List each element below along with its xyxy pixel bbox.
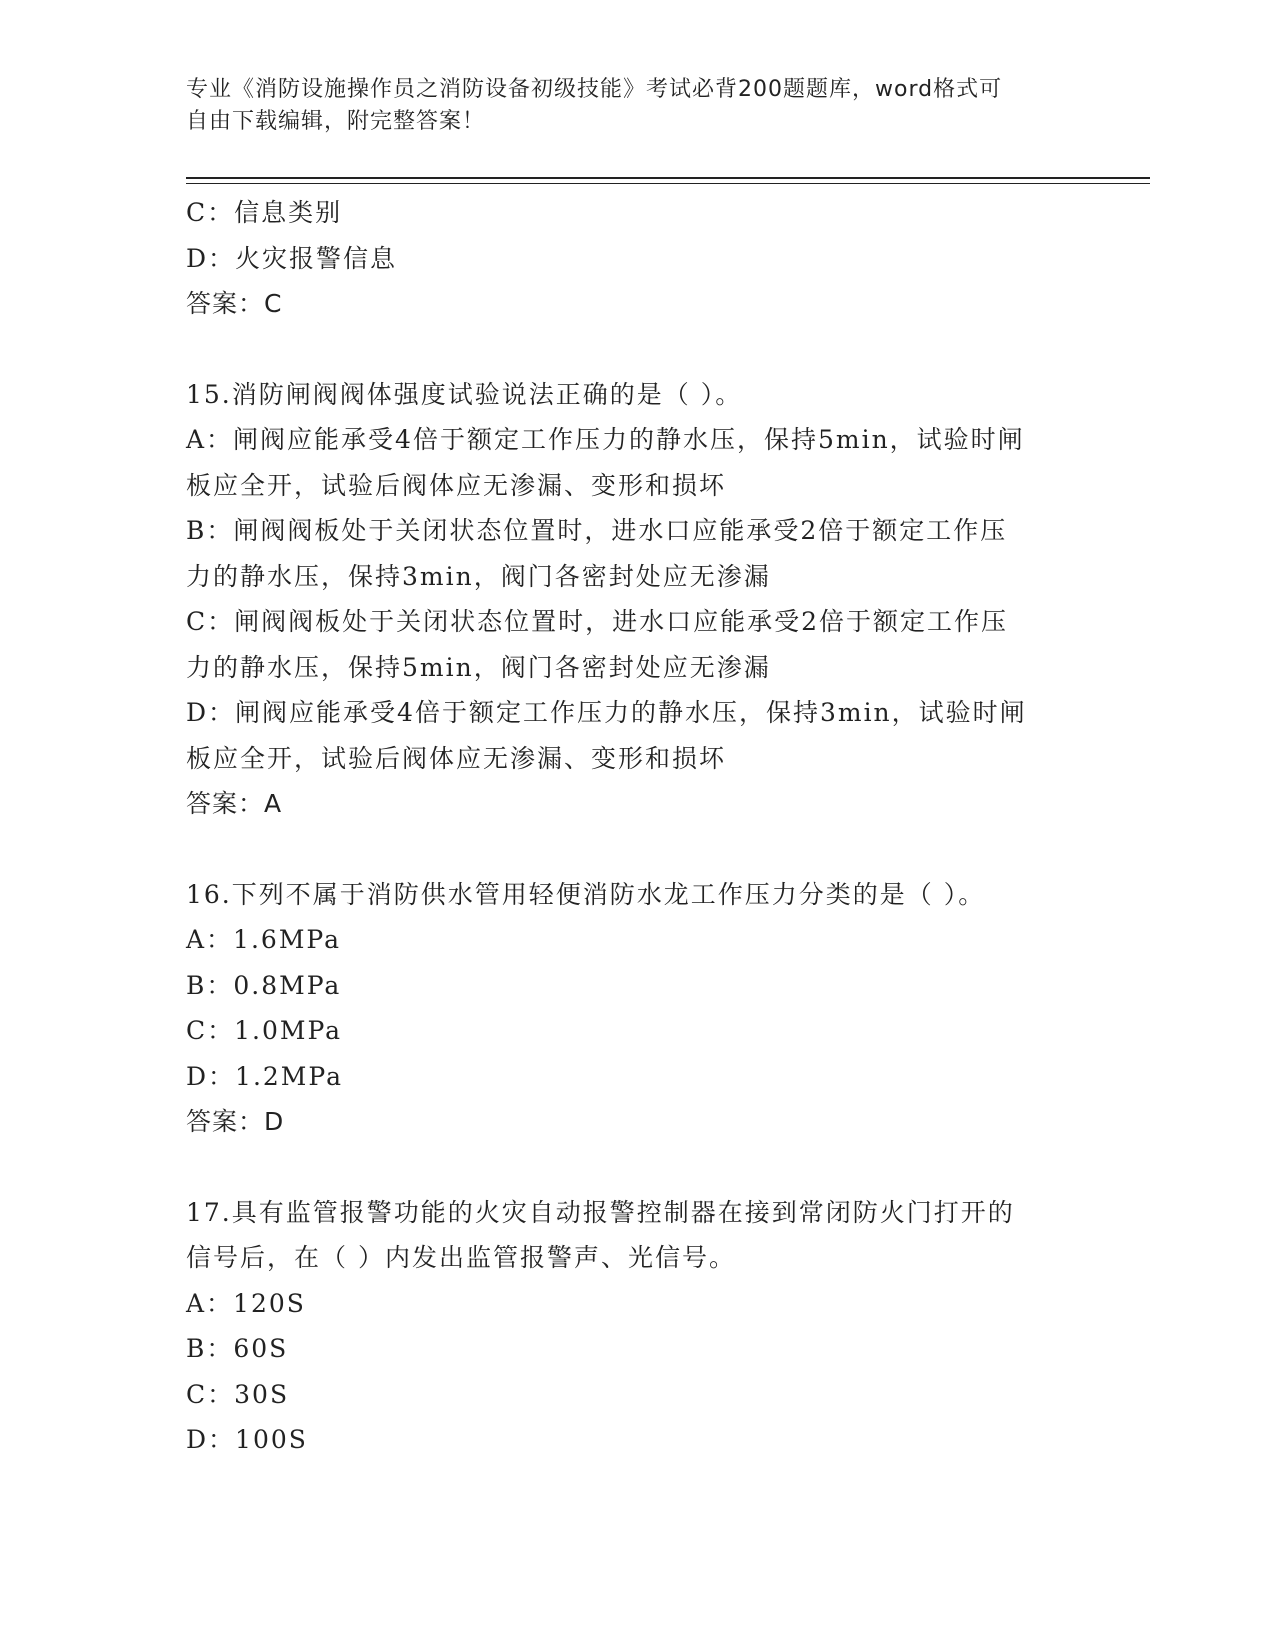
answer-line: 答案：D (186, 1107, 285, 1136)
header-line-2: 自由下载编辑，附完整答案！ (186, 109, 486, 134)
answer-line: 答案：A (186, 789, 283, 818)
option-line: D：1.2MPa (186, 1061, 344, 1091)
option-line: B：0.8MPa (186, 970, 342, 1000)
option-line-continuation: 力的静水压，保持3min，阀门各密封处应无渗漏 (186, 561, 771, 591)
option-line: C：信息类别 (186, 198, 343, 227)
option-line: A：120S (186, 1288, 306, 1318)
question-text-continuation: 信号后，在（ ）内发出监管报警声、光信号。 (186, 1243, 736, 1272)
question-text: 15.消防闸阀阀体强度试验说法正确的是（ ）。 (186, 379, 743, 409)
spacer (186, 827, 1086, 872)
option-line-continuation: 力的静水压，保持5min，阀门各密封处应无渗漏 (186, 652, 771, 682)
question-text: 16.下列不属于消防供水管用轻便消防水龙工作压力分类的是（ ）。 (186, 879, 986, 909)
answer-line: 答案：C (186, 289, 283, 318)
header-line-1: 专业《消防设施操作员之消防设备初级技能》考试必背200题题库，word格式可 (186, 77, 1003, 102)
option-line: C：闸阀阀板处于关闭状态位置时，进水口应能承受2倍于额定工作压 (186, 607, 1009, 636)
option-line: C：30S (186, 1379, 290, 1409)
header-rule-thick (186, 177, 1150, 179)
option-line-continuation: 板应全开，试验后阀体应无渗漏、变形和损坏 (186, 743, 727, 773)
question-text: 17.具有监管报警功能的火灾自动报警控制器在接到常闭防火门打开的 (186, 1197, 1015, 1227)
option-line: C：1.0MPa (186, 1016, 343, 1045)
option-line-continuation: 板应全开，试验后阀体应无渗漏、变形和损坏 (186, 470, 727, 500)
spacer (186, 1145, 1086, 1190)
page-header (186, 74, 1086, 138)
option-line: D：闸阀应能承受4倍于额定工作压力的静水压，保持3min，试验时闸 (186, 698, 1027, 727)
option-line: D：100S (186, 1425, 308, 1454)
option-line: D：火灾报警信息 (186, 243, 398, 273)
question-content (186, 190, 1086, 1463)
header-rule-thin (186, 183, 1150, 184)
option-line: B：60S (186, 1334, 289, 1363)
option-line: A：1.6MPa (186, 925, 342, 954)
spacer (186, 327, 1086, 372)
option-line: A：闸阀应能承受4倍于额定工作压力的静水压，保持5min，试验时闸 (186, 425, 1025, 454)
option-line: B：闸阀阀板处于关闭状态位置时，进水口应能承受2倍于额定工作压 (186, 516, 1008, 545)
